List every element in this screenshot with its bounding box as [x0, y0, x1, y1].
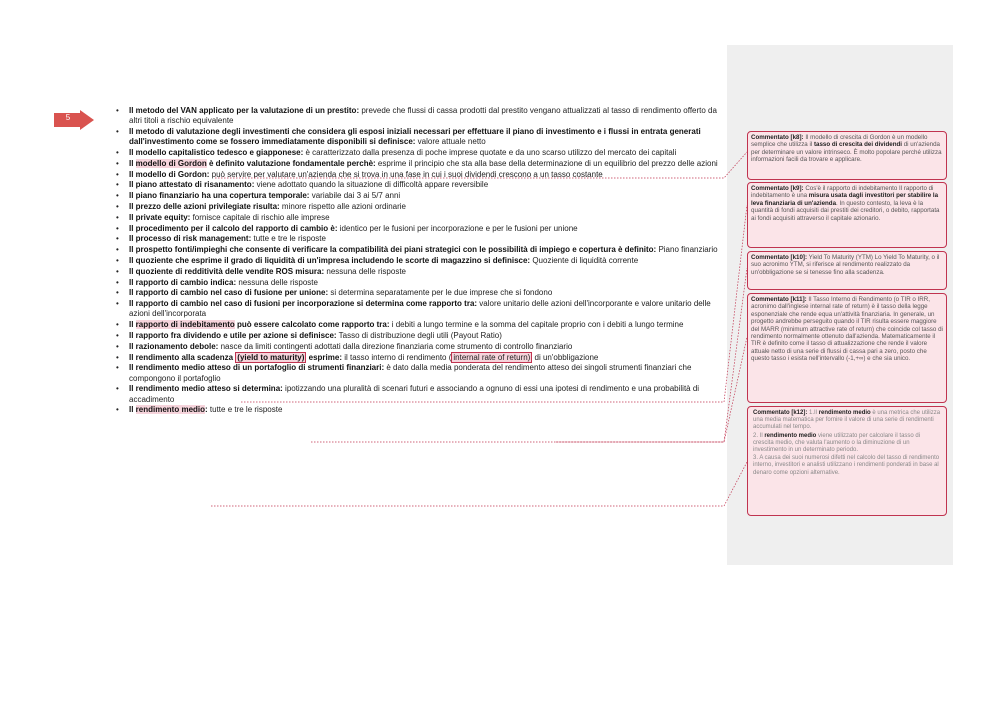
item-answer: Piano finanziario: [656, 245, 718, 255]
comment-text: viene utilizzato per calcolare il tasso di crescita medio, che valuta l'aumento o la diminuzione di un investimento in un determinato periodo.: [753, 432, 921, 454]
item-question: Il rapporto di cambio nel caso di fusione per unione:: [129, 288, 329, 298]
item-answer: valore unitario delle azioni dell'incorporante e valore unitario delle azioni dell'incorporata: [129, 299, 711, 319]
comment-k8[interactable]: [747, 131, 947, 180]
page-number: 5: [65, 113, 71, 122]
comment-label: Commentato [k8]:: [751, 134, 804, 141]
item-answer: nasce da limiti contingenti adottati dalla direzione finanziaria come strumento di controllo finanziario: [218, 341, 573, 351]
list-item: [114, 202, 724, 212]
comment-bold: rendimento medio: [764, 432, 817, 439]
comment-label: Commentato [k12]:: [753, 410, 808, 416]
list-item: [114, 320, 724, 330]
list-item: [114, 256, 724, 266]
comment-k10[interactable]: [747, 251, 947, 290]
list-item: [114, 405, 724, 415]
commented-highlight[interactable]: (yield to maturity): [237, 352, 305, 362]
item-question: Il modello di Gordon:: [129, 169, 210, 179]
item-question-prefix: Il: [129, 320, 136, 330]
list-item: [114, 299, 724, 319]
item-question: Il quoziente che esprime il grado di liquidità di un'impresa includendo le scorte di magazzino si definisce:: [129, 255, 531, 265]
page-number-arrow: [54, 110, 94, 130]
item-question: può essere calcolato come rapporto tra:: [234, 320, 390, 330]
item-answer: di un'obbligazione: [532, 352, 599, 362]
list-item: [114, 170, 724, 180]
list-item: [114, 148, 724, 158]
item-answer-prefix: il tasso interno di rendimento (: [341, 352, 452, 362]
list-item: [114, 127, 724, 147]
item-answer: valore attuale netto: [415, 137, 486, 147]
comment-text: . In questo contesto, la leva è la quantità di fondi acquisiti dai prestiti dei creditori, o debito, rapportata ai fondi acquisiti attraverso il capitale azionario.: [751, 199, 940, 222]
list-item: [114, 234, 724, 244]
item-answer: i debiti a lungo termine e la somma del capitale proprio con i debiti a lungo termine: [389, 320, 684, 330]
comment-text: 3. A causa dei suoi numerosi difetti nel calcolo del tasso di rendimento interno, investitori e analisti utilizzano i rendimenti ponderati in base al denaro come opzioni alternative.: [753, 455, 940, 476]
item-question-prefix: Il: [129, 405, 136, 415]
comment-bold: tasso di crescita dei dividendi: [813, 141, 902, 149]
item-answer: tutte e tre le risposte: [251, 234, 326, 244]
item-answer: variabile dai 3 ai 5/7 anni: [309, 191, 401, 201]
item-question: Il quoziente di redditività delle vendite ROS misura:: [129, 266, 325, 276]
item-answer: identico per le fusioni per incorporazione e per le fusioni per unione: [337, 223, 578, 233]
list-item: [114, 213, 724, 223]
item-question-prefix: Il: [129, 158, 136, 168]
comment-text: 2. Il: [753, 432, 765, 439]
item-question: Il piano attestato di risanamento:: [129, 180, 255, 190]
item-answer: è dato dalla media ponderata del rendimento atteso dei singoli strumenti finanziari che compongono il portafoglio: [129, 363, 692, 383]
item-question: Il prezzo delle azioni privilegiate risulta:: [129, 201, 280, 211]
item-answer: Tasso di distribuzione degli utili (Payout Ratio): [336, 330, 502, 340]
item-question-suffix: esprime:: [306, 352, 342, 362]
list-item: [114, 267, 724, 277]
item-question: Il prospetto fonti/impieghi che consente di verificare la compatibilità dei piani strategici con le possibilità di impiego e copertura è definito:: [129, 245, 657, 255]
item-answer: nessuna delle risposte: [324, 266, 406, 276]
item-question: Il metodo di valutazione degli investimenti che considera gli esposi iniziali necessari per effettuare il piano di investimento e i flussi in entrata generati dall'investimento come se fossero immediatamente disponibili si definisce:: [129, 127, 701, 147]
comment-text: Il Tasso Interno di Rendimento (o TIR o IRR, acronimo dall'inglese internal rate of return) è il tasso della legge esponenziale che rende equa un'attività finanziaria. In generale, un progetto andrebbe perseguito quando il TIR risulta essere maggiore del MARR (minimum attractive rate of return) che coincide col tasso di rendimento normalmente ottenuto dall'azienda. Matematicamente il TIR è definito come il tasso di attualizzazione che rende il valore attuale netto di una serie di flussi di cassa pari a zero, posto che questo tasso i esista nell'intervallo (-1,+∞) e che sia unico.: [751, 296, 943, 363]
comment-text: è una metrica che utilizza una media matematica per fornire il valore di una serie di rendimenti accumulati nel tempo.: [753, 410, 941, 431]
item-question: Il rapporto fra dividendo e utile per azione si definisce:: [129, 330, 337, 340]
comment-text: Cos'è il rapporto di indebitamento Il rapporto di indebitamento è una: [751, 185, 934, 200]
comment-label: Commentato [k9]:: [751, 185, 804, 192]
item-answer: si determina separatamente per le due imprese che si fondono: [328, 288, 553, 298]
comment-k11[interactable]: [747, 293, 947, 403]
comment-text: 1.Il: [807, 410, 819, 416]
item-question: Il private equity:: [129, 212, 191, 222]
item-question: è definito valutazione fondamentale perchè:: [206, 158, 376, 168]
item-question: Il rendimento alla scadenza: [129, 352, 234, 362]
list-item: [114, 288, 724, 298]
item-question: Il razionamento debole:: [129, 341, 219, 351]
item-answer: esprime il principio che sta alla base della determinazione di un equilibrio del prezzo delle azioni: [375, 158, 718, 168]
comment-label: Commentato [k11]:: [751, 296, 807, 303]
item-answer: minore rispetto alle azioni ordinarie: [279, 201, 406, 211]
item-question: Il procedimento per il calcolo del rapporto di cambio è:: [129, 223, 338, 233]
comment-text: di un'azienda per determinare un valore intrinseco. È molto popolare perché utilizza informazioni facili da trovare e applicare.: [751, 141, 942, 164]
list-item: [114, 278, 724, 288]
comment-bold: misura usata dagli investitori per stabilire la leva finanziaria di un'azienda: [751, 192, 939, 207]
item-answer: Quoziente di liquidità corrente: [530, 255, 639, 265]
commented-highlight[interactable]: rendimento medio: [135, 405, 206, 415]
list-item: [114, 106, 724, 126]
list-item: [114, 224, 724, 234]
item-answer: prevede che flussi di cassa prodotti dal prestito vengano attualizzati al tasso di rendimento offerto da altri titoli a rischio equivalente: [129, 106, 717, 126]
list-item: [114, 353, 724, 363]
list-item: [114, 180, 724, 190]
item-question: Il rendimento medio atteso di un portafoglio di strumenti finanziari:: [129, 363, 385, 373]
item-answer: può servire per valutare un'azienda che si trova in una fase in cui i suoi dividendi crescono a un tasso costante: [209, 169, 603, 179]
answer-list: [114, 106, 724, 416]
list-item: [114, 363, 724, 383]
list-item: [114, 245, 724, 255]
item-question: Il processo di risk management:: [129, 234, 252, 244]
item-answer: ipotizzando una pluralità di scenari futuri e associando a ognuno di essi una ipotesi di rendimento e una probabilità di accadimento: [129, 384, 700, 404]
item-answer: è caratterizzato dalla presenza di poche imprese quotate e da uno scarso utilizzo del mercato dei capitali: [303, 148, 677, 157]
item-answer: tutte e tre le risposte: [207, 405, 283, 415]
item-question: Il modello capitalistico tedesco e giapponese:: [129, 148, 304, 157]
comment-k9[interactable]: [747, 182, 947, 248]
list-item: [114, 331, 724, 341]
comment-text: Yield To Maturity (YTM) Lo Yield To Maturity, o il suo acronimo YTM, si riferisce al rendimento realizzato da un'obbligazione se si tenesse fino alla scadenza.: [751, 254, 940, 276]
connector-k12: [211, 462, 747, 506]
list-item: [114, 384, 724, 404]
list-item: [114, 191, 724, 201]
item-question: Il rendimento medio atteso si determina:: [129, 384, 283, 394]
item-question: Il rapporto di cambio nel caso di fusioni per incorporazione si determina come rapporto tra:: [129, 299, 478, 309]
commented-highlight[interactable]: modello di Gordon: [135, 158, 207, 168]
item-question: :: [205, 405, 208, 415]
item-answer: viene adottato quando la situazione di difficoltà appare reversibile: [254, 180, 489, 190]
list-item: [114, 342, 724, 352]
item-question: Il metodo del VAN applicato per la valutazione di un prestito:: [129, 106, 360, 115]
comment-k12[interactable]: [747, 406, 947, 516]
comment-label: Commentato [k10]:: [751, 254, 808, 261]
comment-bold: rendimento medio: [818, 410, 871, 416]
comment-text: Il modello di crescita di Gordon è un modello semplice che utilizza il: [751, 134, 928, 149]
item-question: Il rapporto di cambio indica:: [129, 277, 237, 287]
item-question: Il piano finanziario ha una copertura temporale:: [129, 191, 310, 201]
item-answer: fornisce capitale di rischio alle imprese: [190, 212, 330, 222]
commented-highlight[interactable]: rapporto di indebitamento: [135, 320, 235, 330]
list-item: [114, 159, 724, 169]
commented-highlight[interactable]: internal rate of return): [453, 352, 531, 362]
item-answer: nessuna delle risposte: [236, 277, 318, 287]
